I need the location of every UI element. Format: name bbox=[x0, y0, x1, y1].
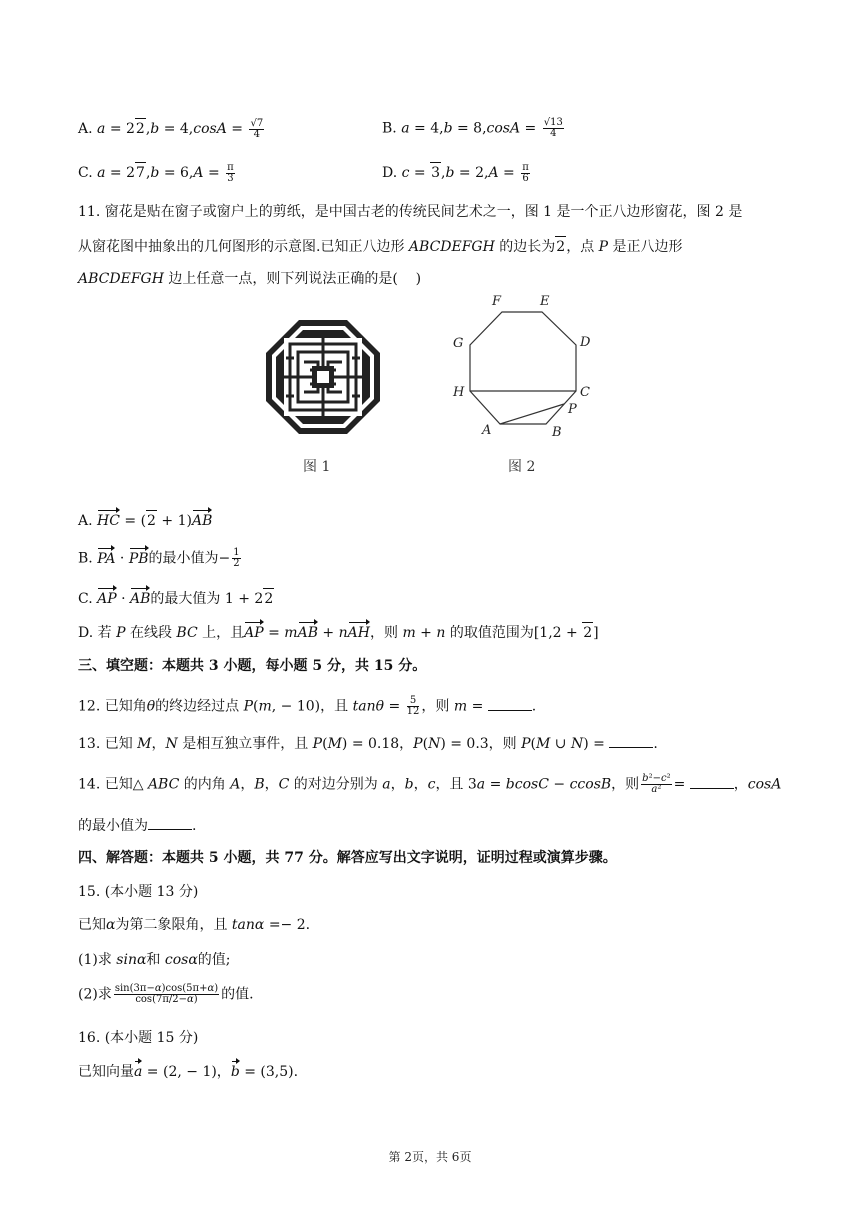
q15-stem: 已知α为第二象限角，且 tanα =− 2. bbox=[78, 917, 311, 933]
label-F: F bbox=[492, 294, 502, 309]
label-P: P bbox=[568, 402, 577, 417]
octagon-diagram bbox=[448, 290, 598, 442]
q10-option-d: D. c = 3,b = 2,A = $\frac{\pi}{6}$ bbox=[382, 161, 529, 184]
q10-option-c: C. a = 27,b = 6,A = $\frac{\pi}{3}$ bbox=[78, 161, 234, 184]
q15-part-1: (1)求 sinα和 cosα的值; bbox=[78, 952, 231, 968]
figure-2-caption: 图 2 bbox=[508, 459, 536, 475]
section-4-heading: 四、解答题：本题共 5 小题，共 77 分。解答应写出文字说明，证明过程或演算步骤。 bbox=[78, 850, 617, 866]
q11-option-d: D. 若 P 在线段 BC 上，且AP = mAB + nAH，则 m + n 的取值范围为[1,2 + 2] bbox=[78, 622, 599, 643]
q13: 13. 已知 M，N 是相互独立事件，且 P(M) = 0.18，P(N) = 0.3，则 P(M ∪ N) = . bbox=[78, 736, 658, 752]
label-G: G bbox=[453, 336, 464, 351]
label-A: A bbox=[482, 423, 492, 438]
q14-line-1: 14. 已知△ ABC 的内角 A，B，C 的对边分别为 a，b，c，且 3a = bcosC − ccosB，则 $\frac{\text{b²−c²}}{\text{a²}}$ = ，cosA bbox=[78, 773, 782, 795]
label-B: B bbox=[552, 425, 562, 440]
section-3-heading: 三、填空题：本题共 3 小题，每小题 5 分，共 15 分。 bbox=[78, 658, 427, 674]
label-E: E bbox=[540, 294, 550, 309]
q10-option-a: A. a = 22,b = 4,cosA = $\frac{√7}{4}$ bbox=[78, 117, 264, 140]
figure-1-caption: 图 1 bbox=[303, 459, 331, 475]
label-H: H bbox=[453, 385, 465, 400]
q14-line-2: 的最小值为 . bbox=[78, 818, 197, 834]
q16-stem: 已知向量a = (2, − 1)，b = (3,5). bbox=[78, 1064, 299, 1080]
q11-line-2: 从窗花图中抽象出的几何图形的示意图.已知正八边形 ABCDEFGH 的边长为2，点 P 是正八边形 bbox=[78, 236, 683, 257]
q15-part-2: (2)求 $\frac{\sin(3\pi-\alpha)\cos(5\pi+\alpha)}{\cos(7\pi/2-\alpha)}$ 的值. bbox=[78, 983, 254, 1005]
window-flower-figure bbox=[264, 318, 382, 436]
page-footer: 第 2页，共 6页 bbox=[388, 1150, 472, 1164]
label-C: C bbox=[580, 385, 590, 400]
q11-option-c: C. AP · AB的最大值为 1 + 22 bbox=[78, 588, 274, 609]
q11-line-3: ABCDEFGH 边上任意一点，则下列说法正确的是( ) bbox=[78, 271, 422, 287]
q12: 12. 已知角θ的终边经过点 P(m, − 10)，且 tanθ = $\frac{5}{12}$ ，则 m = . bbox=[78, 695, 537, 717]
q11-line-1: 11. 窗花是贴在窗子或窗户上的剪纸，是中国古老的传统民间艺术之一，图 1 是一个正八边形窗花，图 2 是 bbox=[78, 204, 743, 220]
q11-option-a: A. HC = (2 + 1)AB bbox=[78, 510, 212, 531]
label-D: D bbox=[580, 335, 591, 350]
q16-header: 16. (本小题 15 分) bbox=[78, 1030, 199, 1046]
q10-option-b: B. a = 4,b = 8,cosA = $\frac{√13}{4}$ bbox=[382, 117, 563, 139]
q11-option-b: B. PA · PB的最小值为− $\frac{1}{2}$ bbox=[78, 547, 240, 569]
q15-header: 15. (本小题 13 分) bbox=[78, 884, 199, 900]
